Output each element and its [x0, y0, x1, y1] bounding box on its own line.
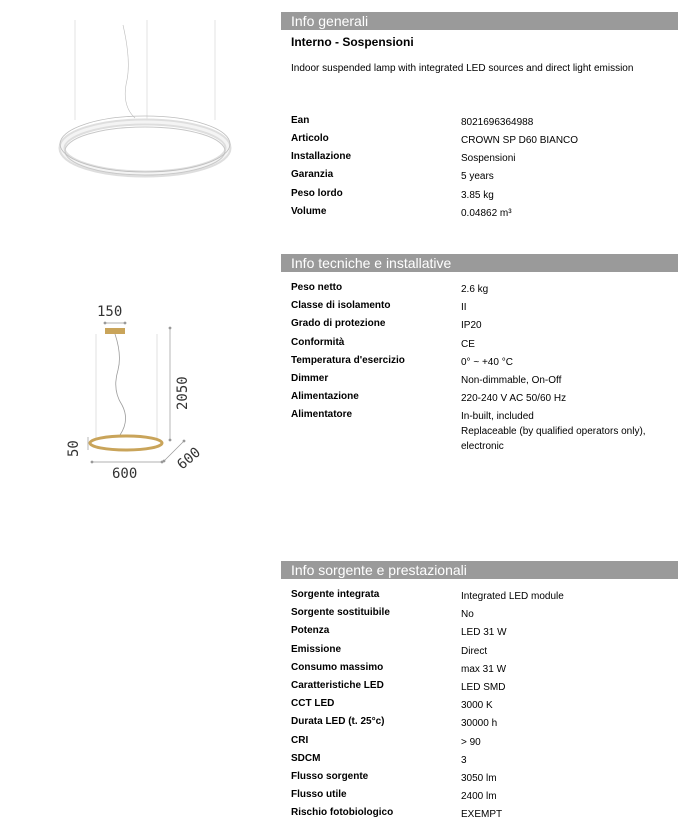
spec-value: Direct	[461, 646, 488, 657]
spec-value: 3000 K	[461, 700, 493, 711]
dim-width: 600	[112, 466, 138, 482]
product-category: Interno - Sospensioni	[291, 35, 414, 49]
spec-value: No	[461, 609, 474, 620]
spec-value: 2.6 kg	[461, 284, 489, 295]
spec-label: Classe di isolamento	[291, 300, 391, 311]
spec-value: 5 years	[461, 171, 494, 182]
spec-label: Alimentazione	[291, 391, 359, 402]
spec-value: Integrated LED module	[461, 591, 564, 602]
spec-value: 8021696364988	[461, 117, 534, 128]
spec-value: Non-dimmable, On-Off	[461, 375, 562, 386]
spec-label: CRI	[291, 735, 309, 746]
spec-label: Peso netto	[291, 282, 343, 293]
section-header-general: Info generali	[281, 12, 678, 30]
spec-label: Consumo massimo	[291, 662, 384, 673]
ring	[90, 436, 162, 450]
spec-value: 30000 h	[461, 718, 498, 729]
spec-value: EXEMPT	[461, 809, 503, 820]
spec-value: II	[461, 302, 467, 313]
spec-label: Sorgente sostituibile	[291, 607, 390, 618]
spec-label: Rischio fotobiologico	[291, 807, 394, 818]
dimension-drawing	[60, 295, 220, 485]
spec-label: CCT LED	[291, 698, 335, 709]
dim-depth: 600	[174, 444, 204, 474]
spec-label: Caratteristiche LED	[291, 680, 384, 691]
section-header-source: Info sorgente e prestazionali	[281, 561, 678, 579]
spec-label: Peso lordo	[291, 188, 343, 199]
spec-label: Installazione	[291, 151, 352, 162]
spec-value: max 31 W	[461, 664, 507, 675]
spec-value: IP20	[461, 320, 482, 331]
spec-value: 0° ~ +40 °C	[461, 357, 513, 368]
dim-canopy: 150	[97, 304, 123, 320]
spec-label: Ean	[291, 115, 310, 126]
spec-label: Garanzia	[291, 169, 334, 180]
spec-label: Emissione	[291, 644, 342, 655]
spec-label: Conformità	[291, 337, 345, 348]
spec-label: Durata LED (t. 25°c)	[291, 716, 385, 727]
dim-height: 2050	[175, 376, 191, 410]
spec-label: Potenza	[291, 625, 330, 636]
spec-label: Alimentatore	[291, 409, 353, 420]
spec-label: Flusso sorgente	[291, 771, 369, 782]
spec-value: In-built, included Replaceable (by qualified operators only), electronic	[461, 411, 646, 452]
spec-value: CROWN SP D60 BIANCO	[461, 135, 579, 146]
spec-label: Articolo	[291, 133, 329, 144]
spec-value: 2400 lm	[461, 791, 497, 802]
spec-value: 3050 lm	[461, 773, 497, 784]
spec-label: Dimmer	[291, 373, 329, 384]
product-description: Indoor suspended lamp with integrated LED sources and direct light emission	[291, 63, 634, 74]
spec-label: Grado di protezione	[291, 318, 386, 329]
spec-value: 220-240 V AC 50/60 Hz	[461, 393, 567, 404]
product-photo	[55, 20, 235, 200]
spec-label: Temperatura d'esercizio	[291, 355, 405, 366]
spec-value: Sospensioni	[461, 153, 516, 164]
spec-label: Flusso utile	[291, 789, 347, 800]
spec-label: SDCM	[291, 753, 321, 764]
section-header-technical: Info tecniche e installative	[281, 254, 678, 272]
spec-value: > 90	[461, 737, 481, 748]
spec-label: Sorgente integrata	[291, 589, 380, 600]
spec-value: 3	[461, 755, 467, 766]
dim-ring-height: 50	[66, 440, 82, 457]
spec-value: 0.04862 m³	[461, 208, 512, 219]
spec-value: LED 31 W	[461, 627, 507, 638]
spec-label: Volume	[291, 206, 327, 217]
spec-value: CE	[461, 339, 475, 350]
canopy	[105, 328, 125, 334]
spec-value: 3.85 kg	[461, 190, 494, 201]
spec-value: LED SMD	[461, 682, 506, 693]
